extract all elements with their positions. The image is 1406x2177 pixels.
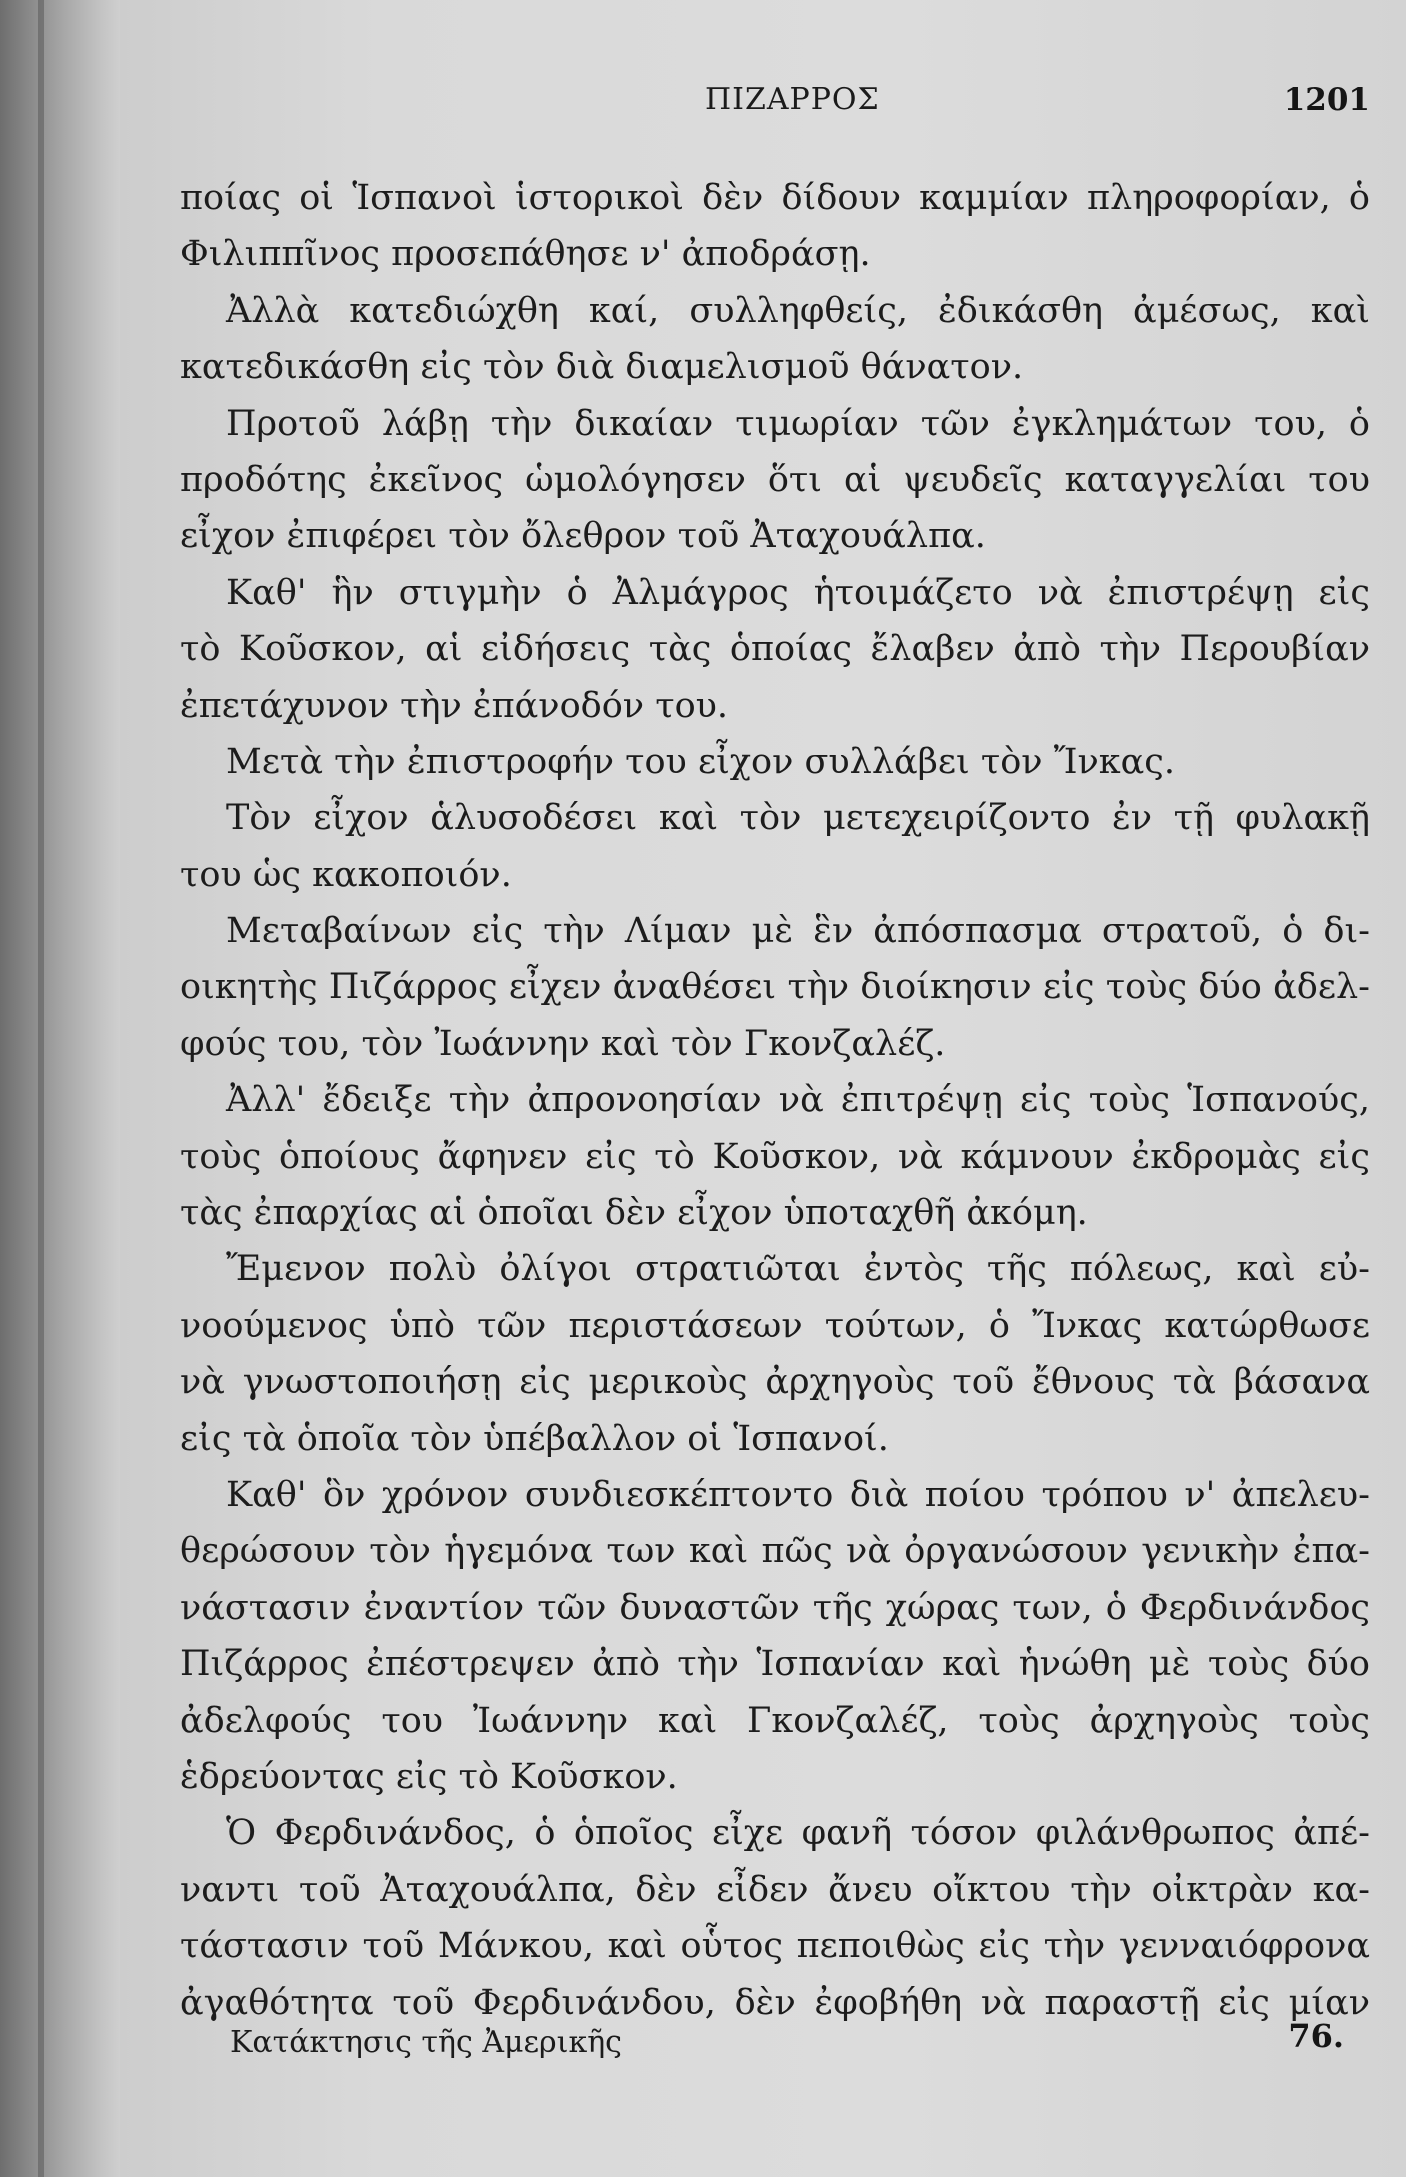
text-line: οικητὴς Πιζάρρος εἶχεν ἀναθέσει τὴν διοίκησιν εἰς τοὺς δύο ἀδελ- [180,967,1370,1008]
text-line: Ὁ Φερδινάνδος, ὁ ὁποῖος εἶχε φανῆ τόσον φιλάνθρωπος ἀπέ- [226,1813,1370,1854]
text-line: προδότης ἐκεῖνος ὡμολόγησεν ὅτι αἱ ψευδεῖς καταγγελίαι του [180,459,1370,500]
text-line: του ὡς κακοποιόν. [180,854,512,895]
running-header [120,82,1406,122]
text-line: ἑδρεύοντας εἰς τὸ Κοῦσκον. [180,1756,678,1797]
text-line: εἶχον ἐπιφέρει τὸν ὄλεθρον τοῦ Ἀταχουάλπα. [180,516,986,557]
text-line: Ἔμενον πολὺ ὀλίγοι στρατιῶται ἐντὸς τῆς πόλεως, καὶ εὐ- [226,1249,1370,1290]
text-line: Προτοῦ λάβῃ τὴν δικαίαν τιμωρίαν τῶν ἐγκλημάτων του, ὁ [226,403,1370,444]
book-spine-shadow [0,0,120,2177]
binding-edge [38,0,44,2177]
text-line: Φιλιππῖνος προσεπάθησε ν' ἀποδράσῃ. [180,234,871,275]
text-line: Μετὰ τὴν ἐπιστροφήν του εἶχον συλλάβει τὸν Ἴνκας. [226,741,1175,782]
text-line: Καθ' ἣν στιγμὴν ὁ Ἀλμάγρος ἡτοιμάζετο νὰ ἐπιστρέψῃ εἰς [226,572,1370,613]
page-footer [120,2017,1406,2069]
text-line: Μεταβαίνων εἰς τὴν Λίμαν μὲ ἓν ἀπόσπασμα στρατοῦ, ὁ δι- [226,911,1370,952]
text-line: εἰς τὰ ὁποῖα τὸν ὑπέβαλλον οἱ Ἱσπανοί. [180,1418,889,1459]
text-line: φούς του, τὸν Ἰωάννην καὶ τὸν Γκονζαλέζ. [180,1023,946,1064]
text-line: Ἀλλὰ κατεδιώχθη καί, συλληφθείς, ἐδικάσθη ἀμέσως, καὶ [226,290,1370,331]
text-line: ποίας οἱ Ἱσπανοὶ ἱστορικοὶ δὲν δίδουν καμμίαν πληροφορίαν, ὁ [180,178,1370,218]
running-title: ΠΙΖΑΡΡΟΣ [705,82,880,117]
text-line: ἀδελφούς του Ἰωάννην καὶ Γκονζαλέζ, τοὺς ἀρχηγοὺς τοὺς [180,1700,1370,1741]
text-line: τάστασιν τοῦ Μάνκου, καὶ οὗτος πεποιθὼς εἰς τὴν γενναιόφρονα [180,1926,1370,1967]
text-line: Πιζάρρος ἐπέστρεψεν ἀπὸ τὴν Ἱσπανίαν καὶ ἡνώθη μὲ τοὺς δύο [180,1644,1370,1685]
body-text [180,170,1370,2031]
text-line: ναντι τοῦ Ἀταχουάλπα, δὲν εἶδεν ἄνευ οἴκτου τὴν οἰκτρὰν κα- [180,1869,1370,1910]
text-line: Ἀλλ' ἔδειξε τὴν ἀπρονοησίαν νὰ ἐπιτρέψῃ εἰς τοὺς Ἱσπανούς, [226,1080,1370,1121]
text-line: Καθ' ὃν χρόνον συνδιεσκέπτοντο διὰ ποίου τρόπου ν' ἀπελευ- [226,1474,1370,1515]
text-line: τὸ Κοῦσκον, αἱ εἰδήσεις τὰς ὁποίας ἔλαβεν ἀπὸ τὴν Περουβίαν [180,629,1370,670]
text-line: νὰ γνωστοποιήσῃ εἰς μερικοὺς ἀρχηγοὺς τοῦ ἔθνους τὰ βάσανα [180,1362,1370,1403]
book-page [120,0,1406,2177]
footer-book-title: Κατάκτησις τῆς Ἀμερικῆς [230,2025,622,2060]
text-line: νάστασιν ἐναντίον τῶν δυναστῶν τῆς χώρας των, ὁ Φερδινάνδος [180,1587,1370,1628]
text-line: κατεδικάσθη εἰς τὸν διὰ διαμελισμοῦ θάνατον. [180,347,1024,388]
text-line: θερώσουν τὸν ἡγεμόνα των καὶ πῶς νὰ ὀργανώσουν γενικὴν ἐπα- [180,1531,1370,1572]
text-line: Τὸν εἶχον ἁλυσοδέσει καὶ τὸν μετεχειρίζοντο ἐν τῇ φυλακῇ [226,798,1370,839]
text-line: ἐπετάχυνον τὴν ἐπάνοδόν του. [180,685,729,726]
text-line: τὰς ἐπαρχίας αἱ ὁποῖαι δὲν εἶχον ὑποταχθῆ ἀκόμη. [180,1193,1088,1234]
text-line: ἀγαθότητα τοῦ Φερδινάνδου, δὲν ἐφοβήθη νὰ παραστῇ εἰς μίαν [180,1982,1370,2023]
signature-mark: 76. [1288,2017,1344,2055]
text-line: τοὺς ὁποίους ἄφηνεν εἰς τὸ Κοῦσκον, νὰ κάμνουν ἐκδρομὰς εἰς [180,1136,1370,1177]
page-number: 1201 [1283,82,1370,118]
text-line: νοούμενος ὑπὸ τῶν περιστάσεων τούτων, ὁ Ἴνκας κατώρθωσε [180,1305,1370,1346]
